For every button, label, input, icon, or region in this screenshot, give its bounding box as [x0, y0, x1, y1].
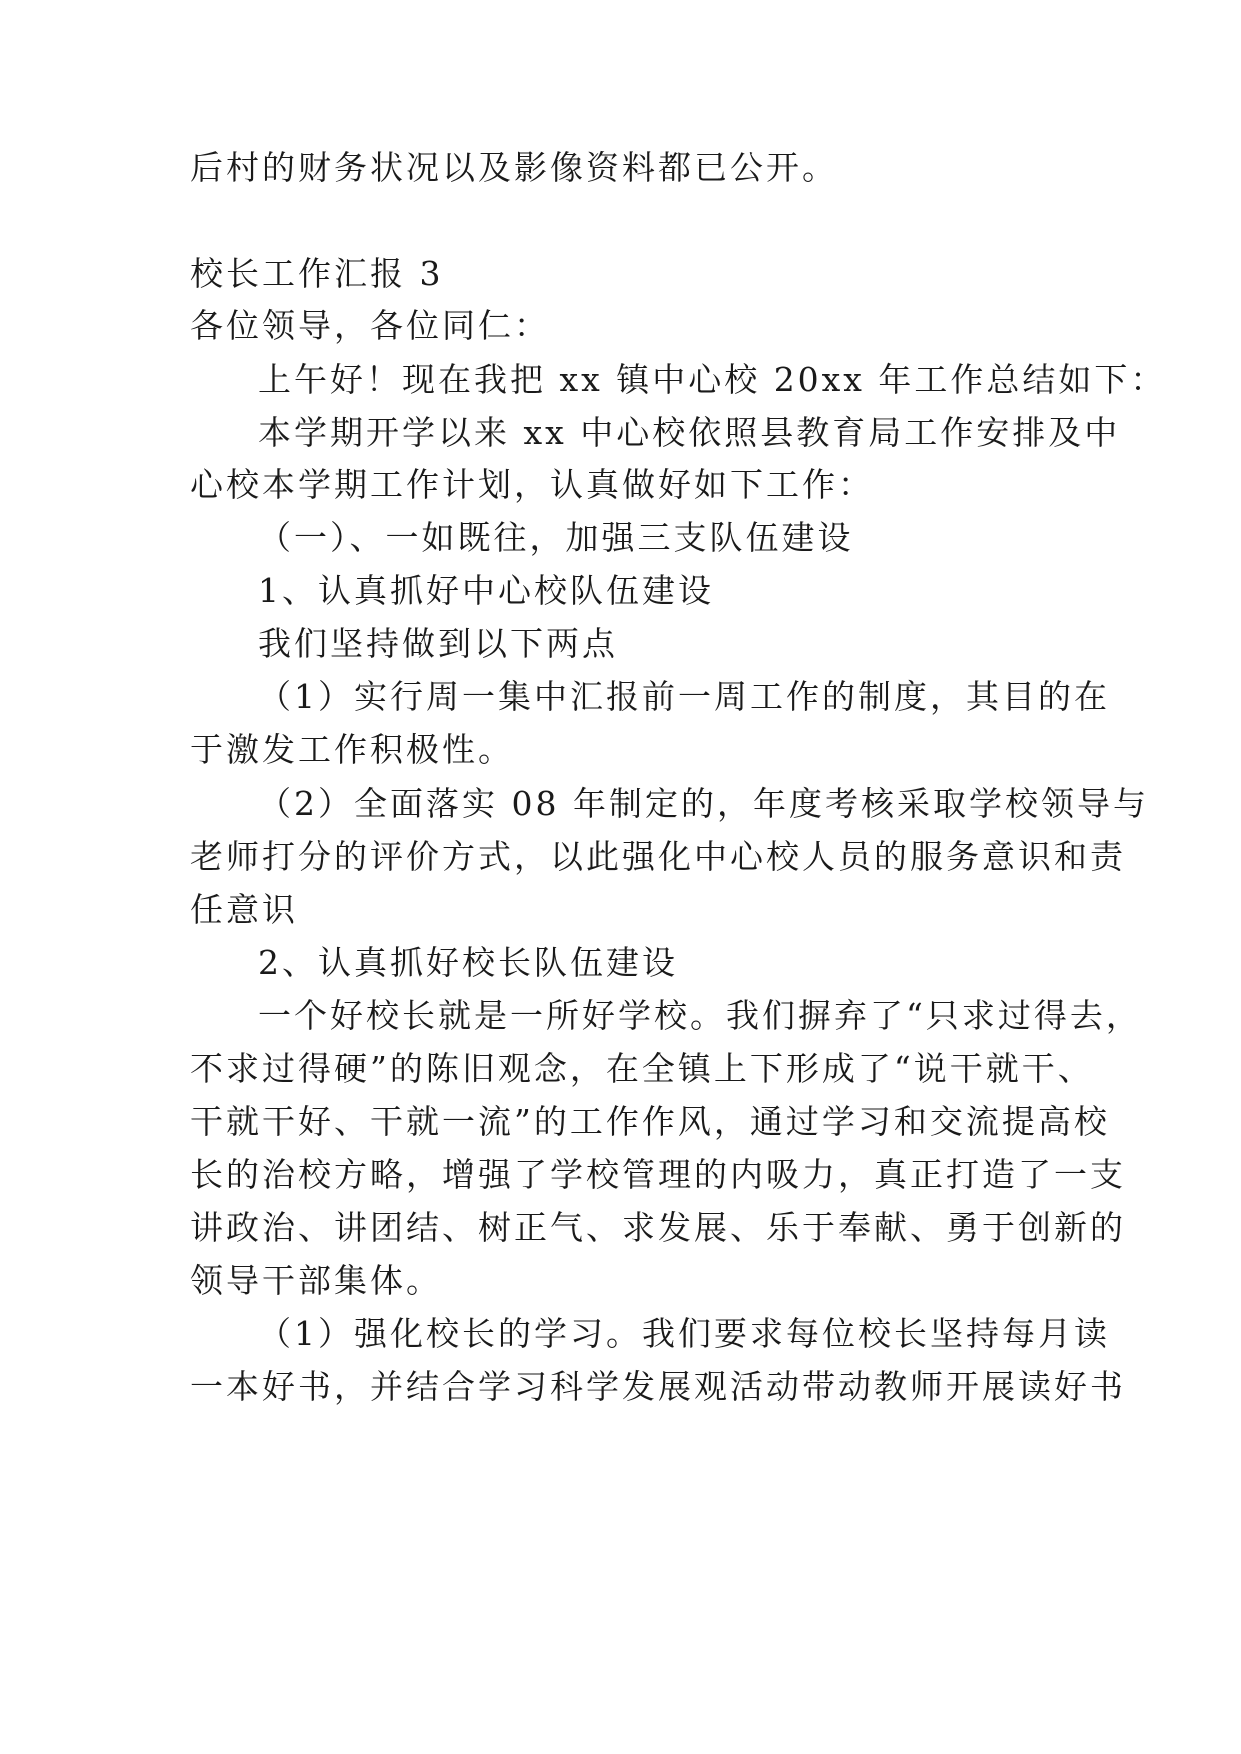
item-heading-1: 1、认真抓好中心校队伍建设: [258, 571, 714, 610]
text-line-17: 不求过得硬”的陈旧观念，在全镇上下形成了“说干就干、: [190, 1049, 1094, 1088]
text-line-5: 本学期开学以来 xx 中心校依照县教育局工作安排及中: [258, 413, 1121, 452]
text-line-20: 讲政治、讲团结、树正气、求发展、乐于奉献、勇于创新的: [190, 1208, 1126, 1247]
text-line-4: 上午好！现在我把 xx 镇中心校 20xx 年工作总结如下：: [258, 360, 1167, 399]
text-line-11: 于激发工作积极性。: [190, 730, 514, 769]
text-line-1: 后村的财务状况以及影像资料都已公开。: [190, 148, 838, 187]
text-line-18: 干就干好、干就一流”的工作作风，通过学习和交流提高校: [190, 1102, 1110, 1141]
text-line-19: 长的治校方略，增强了学校管理的内吸力，真正打造了一支: [190, 1155, 1126, 1194]
text-line-14: 任意识: [190, 890, 298, 929]
text-line-12: （2）全面落实 08 年制定的，年度考核采取学校领导与: [258, 784, 1149, 823]
text-line-6: 心校本学期工作计划，认真做好如下工作：: [190, 465, 874, 504]
item-heading-2: 2、认真抓好校长队伍建设: [258, 943, 678, 982]
text-line-23: 一本好书，并结合学习科学发展观活动带动教师开展读好书: [190, 1367, 1126, 1406]
text-line-21: 领导干部集体。: [190, 1261, 442, 1300]
text-line-16: 一个好校长就是一所好学校。我们摒弃了“只求过得去，: [258, 996, 1142, 1035]
section-heading: 校长工作汇报 3: [190, 254, 444, 293]
subheading-1: （一）、一如既往，加强三支队伍建设: [258, 518, 854, 557]
text-line-22: （1）强化校长的学习。我们要求每位校长坚持每月读: [258, 1314, 1110, 1353]
text-line-10: （1）实行周一集中汇报前一周工作的制度，其目的在: [258, 677, 1110, 716]
text-line-13: 老师打分的评价方式，以此强化中心校人员的服务意识和责: [190, 837, 1126, 876]
text-line-9: 我们坚持做到以下两点: [258, 624, 618, 663]
salutation: 各位领导，各位同仁：: [190, 306, 550, 345]
